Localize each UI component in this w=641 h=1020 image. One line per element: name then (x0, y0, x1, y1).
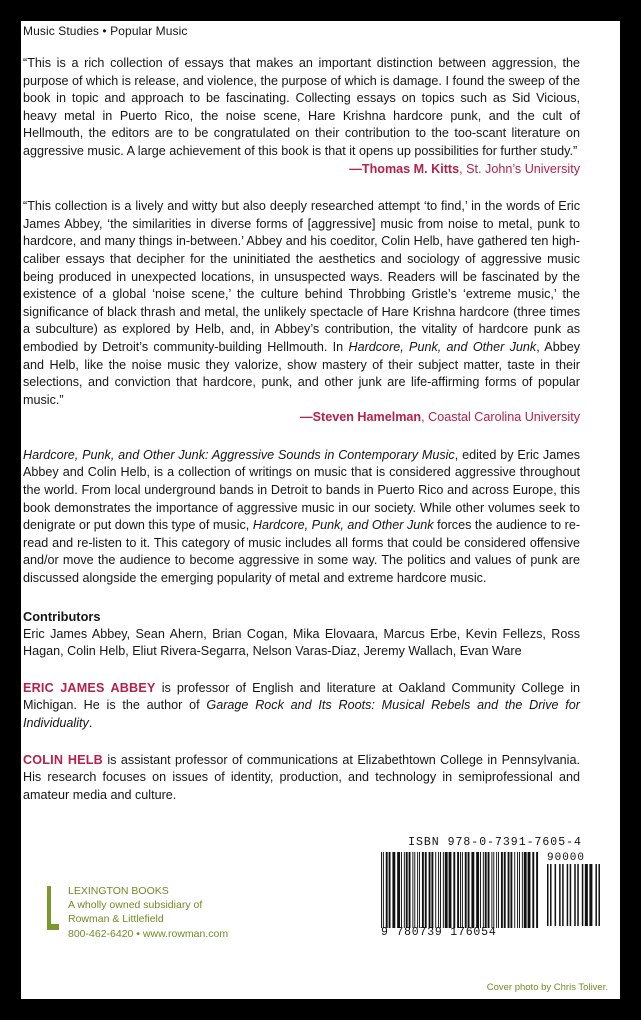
barcode-bar (567, 864, 569, 926)
bio-editor-2: COLIN HELB is assistant professor of communications at Elizabethtown College in Pennsylvania. His research focuses on issues of identity, production, and technology in semiprofessional and amateur media and culture. (23, 752, 580, 802)
barcode-bar (585, 864, 588, 926)
barcode-bar (550, 864, 552, 926)
barcode-bar (409, 852, 411, 928)
barcode-bar (440, 852, 441, 928)
barcode-bar (431, 852, 433, 928)
book-description: Hardcore, Punk, and Other Junk: Aggressive Sounds in Contemporary Music, edited by Eric James Abbey and Colin Helb, is a collection of writings on music that is considered aggressive throughout the world. From local underground bands in Detroit to bands in Puerto Rico and across Europe, this book demonstrates the importance of aggressive music in our society. While other volumes seek to denigrate or put down this type of music, Hardcore, Punk, and Other Junk forces the audience to re-read and re-listen to it. This category of music includes all forms that could be considered offensive and/or move the audience to become aggressive in some way. The politics and values of punk are discussed alongside the emerging popularity of metal and extreme hardcore music. (23, 447, 581, 586)
barcode-bar (524, 852, 527, 928)
publisher-contact: 800-462-6420 • www.rowman.com (68, 927, 229, 940)
ean-barcode (381, 852, 539, 928)
publisher-name: LEXINGTON BOOKS (68, 885, 169, 897)
barcode-bar (496, 852, 497, 928)
endorser-institution: , St. John’s University (459, 161, 580, 176)
barcode-bar (435, 852, 436, 928)
barcode-bar (468, 852, 470, 928)
endorser-institution: , Coastal Carolina University (421, 410, 580, 425)
barcode-bar (488, 852, 490, 928)
barcode-bar (471, 852, 474, 928)
barcode-bar (577, 864, 579, 926)
book-title: Hardcore, Punk, and Other Junk (252, 518, 434, 533)
barcode-bar (485, 852, 487, 928)
barcode-bar (491, 852, 492, 928)
barcode-bar (417, 852, 418, 928)
barcode-bar (419, 852, 420, 928)
contributors-heading: Contributors (23, 608, 101, 624)
barcode-bar (589, 864, 592, 926)
barcode-bar (404, 852, 405, 928)
barcode-bar (517, 852, 518, 928)
barcode-bar (383, 852, 384, 928)
barcode-bar (438, 852, 439, 928)
barcode-bar (532, 852, 534, 928)
barcode-bar (453, 852, 455, 928)
barcode-bar (414, 852, 415, 928)
barcode-bar (480, 852, 481, 928)
barcode-bar (595, 864, 597, 926)
barcode-bar (422, 852, 424, 928)
barcode-bar (462, 852, 463, 928)
barcode-bar (389, 852, 391, 928)
publisher-subsidiary: A wholly owned subsidiary of (68, 899, 203, 912)
endorser-name: —Thomas M. Kitts (349, 161, 460, 176)
endorsement-1: “This is a rich collection of essays that makes an important distinction between aggression, the purpose of which is release, and violence, the purpose of which is damage. I found the sweep of the book in topic and approach to be fascinating. Collecting essays on topics such as Sid Vicious, heavy metal in Puerto Rico, the noise scene, Hare Krishna hardcore punk, and the cult of Hellmouth, the editors are to be congratulated on their contribution to the too-scant literature on aggressive music. A large achievement of this book is that it opens up possibilities for further study.” (23, 56, 580, 158)
publisher-logo-icon (47, 886, 59, 930)
barcode-bar (449, 852, 452, 928)
endorser-name: —Steven Hamelman (300, 410, 422, 425)
barcode-bar (528, 852, 531, 928)
barcode-bar (582, 864, 584, 926)
ean-number: 9 780739 176054 (381, 926, 497, 939)
barcode-bar (412, 852, 413, 928)
barcode-bar (501, 852, 503, 928)
editor-book-title: Garage Rock and Its Roots: Musical Rebels and the Drive for Individuality (23, 698, 580, 730)
barcode-bar (562, 864, 564, 926)
endorsement-1-attribution (23, 161, 580, 179)
book-title-full: Hardcore, Punk, and Other Junk: Aggressive Sounds in Contemporary Music (23, 447, 455, 462)
barcode-bar (425, 852, 427, 928)
publisher-parent: Rowman & Littlefield (68, 913, 164, 926)
price-addon-barcode (547, 864, 603, 926)
barcode-bar (443, 852, 444, 928)
editor-name: COLIN HELB (23, 752, 103, 767)
barcode-bar (381, 852, 382, 928)
barcode-bar (559, 864, 561, 926)
barcode-bar (476, 852, 479, 928)
barcode-bar (401, 852, 402, 928)
barcode-bar (519, 852, 520, 928)
endorsement-2-attribution (23, 409, 580, 427)
barcode-bar (397, 852, 400, 928)
cover-photo-credit: Cover photo by Chris Toliver. (486, 982, 608, 993)
barcode-bar (493, 852, 494, 928)
editor-name: ERIC JAMES ABBEY (23, 680, 156, 695)
endorsement-2: “This collection is a lively and witty but also deeply researched attempt ‘to find,’ in the words of Eric James Abbey, ‘the similarities in diverse forms of [aggressive] music from noise to metal, punk to hardcore, and many things in-between.’ Abbey and his coeditor, Colin Helb, have gathered ten high-caliber essays that decipher for the uninitiated the aesthetics and sociology of aggressive music being produced in unexpected locations, in unsuspected ways. Readers will be fascinated by the existence of a global ‘noise scene,’ the culture behind Throbbing Gristle’s ‘extreme music,’ the significance of black thrash and metal, the unlikely spectacle of Hare Krishna hardcore (three times a subculture) as explored by Helb, and, in Abbey’s contribution, the vitality of hardcore punk as embodied by Detroit’s community-building Hellmouth. In Hardcore, Punk, and Other Junk, Abbey and Helb, like the noise music they valorize, show mastery of their subject matter, taste in their selections, and conviction that hardcore, punk, and other junk are life-affirming forms of popular music.” (23, 199, 581, 407)
footer-area (21, 836, 620, 999)
price-addon-number: 90000 (547, 852, 586, 864)
back-cover-text (23, 24, 580, 804)
bio-editor-1: ERIC JAMES ABBEY is professor of English and literature at Oakland Community College in Michigan. He is the author of Garage Rock and Its Roots: Musical Rebels and the Drive for Individuality. (23, 680, 581, 730)
barcode-bar (598, 864, 600, 926)
barcode-bar (555, 864, 557, 926)
barcode-bar (445, 852, 448, 928)
category-label: Music Studies • Popular Music (23, 24, 188, 38)
barcode-bar (386, 852, 388, 928)
barcode-bar (406, 852, 408, 928)
book-title: Hardcore, Punk, and Other Junk (348, 339, 537, 354)
publisher-block (47, 884, 228, 941)
barcode-bar (547, 864, 549, 926)
barcode-bar (460, 852, 461, 928)
contributors-list: Eric James Abbey, Sean Ahern, Brian Cogan, Mika Elovaara, Marcus Erbe, Kevin Fellezs, Ross Hagan, Colin Helb, Eliut Rivera-Segarra, Nelson Varas-Diaz, Jeremy Wallach, Evan Ware (23, 626, 580, 659)
barcode-bar (570, 864, 572, 926)
barcode-block (381, 836, 609, 939)
barcode-bar (504, 852, 506, 928)
barcode-bar (483, 852, 484, 928)
barcode-bar (465, 852, 467, 928)
isbn-label: ISBN 978-0-7391-7605-4 (408, 836, 582, 849)
barcode-bar (510, 852, 512, 928)
barcode-bar (574, 864, 576, 926)
barcode-bar (522, 852, 523, 928)
barcode-bar (498, 852, 499, 928)
barcode-bar (457, 852, 459, 928)
barcode-bar (508, 852, 510, 928)
barcode-bar (392, 852, 395, 928)
barcode-bar (536, 852, 538, 928)
barcode-bar (514, 852, 515, 928)
barcode-bar (429, 852, 431, 928)
